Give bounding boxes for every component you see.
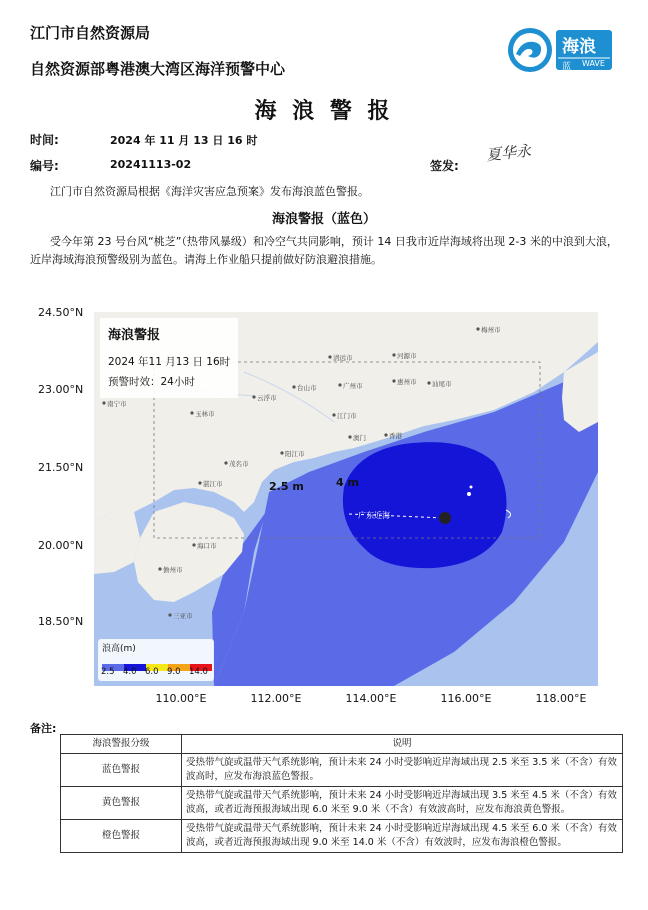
- city-dot: [338, 383, 341, 386]
- city-dot: [384, 433, 387, 436]
- desc-cell: 受热带气旋或温带天气系统影响，预计未来 24 小时受影响近岸海域出现 2.5 米至 3.5 米（不含）有效波高时，应发布海浪蓝色警报。: [182, 754, 623, 787]
- wave-label-2-5m: 2.5 m: [269, 480, 304, 493]
- table-row: [61, 787, 623, 820]
- y-tick-label: 18.50°N: [38, 615, 84, 628]
- table-row: [61, 820, 623, 853]
- number-value: 20241113-02: [110, 158, 192, 171]
- number-label: 编号:: [30, 159, 59, 173]
- notes-label: 备注:: [30, 722, 57, 735]
- logo-text: 海浪: [562, 37, 596, 57]
- city-label: 澳门: [353, 434, 366, 442]
- y-tick-label: 24.50°N: [38, 306, 84, 319]
- city-label: 清远市: [333, 354, 353, 362]
- city-label: 云浮市: [257, 394, 277, 402]
- city-dot: [280, 451, 283, 454]
- x-tick-label: 110.00°E: [155, 692, 207, 705]
- wave-label-4m: 4 m: [336, 476, 359, 489]
- city-label: 海口市: [197, 542, 217, 550]
- page-title: 海 浪 警 报: [254, 99, 394, 124]
- city-label: 惠州市: [397, 378, 417, 386]
- city-dot: [392, 353, 395, 356]
- city-label: 河源市: [397, 352, 417, 360]
- time-value: 2024 年 11 月 13 日 16 时: [110, 134, 258, 147]
- x-tick-label: 116.00°E: [440, 692, 492, 705]
- city-label: 三亚市: [173, 612, 193, 620]
- city-dot: [198, 481, 201, 484]
- city-dot: [332, 413, 335, 416]
- city-label: 茂名市: [229, 460, 249, 468]
- y-tick-label: 20.00°N: [38, 539, 84, 552]
- city-dot: [292, 385, 295, 388]
- region-label: 广东近海: [358, 511, 390, 520]
- city-dot: [158, 567, 161, 570]
- level-cell: 黄色警报: [61, 787, 182, 820]
- city-label: 玉林市: [195, 410, 215, 418]
- city-label: 阳江市: [285, 450, 305, 458]
- legend-value: 2.5: [101, 667, 115, 677]
- signature: 夏华永: [485, 141, 532, 165]
- table-row: [61, 754, 623, 787]
- header-level: 海浪警报分级: [61, 735, 182, 754]
- desc-cell: 受热带气旋或温带天气系统影响，预计未来 24 小时受影响近岸海域出现 3.5 米至 4.5 米（不含）有效波高，或者近海预报海域出现 6.0 米至 9.0 米（不含）有效波高时，应发布海浪黄色警报。: [182, 787, 623, 820]
- desc-cell: 受热带气旋或温带天气系统影响，预计未来 24 小时受影响近岸海域出现 4.5 米至 6.0 米（不含）有效波高，或者近海预报海域出现 9.0 米至 14.0 米（不含）有效波时，应发布海浪橙色警报。: [182, 820, 623, 853]
- city-dot: [252, 395, 255, 398]
- city-dot: [427, 381, 430, 384]
- city-dot: [328, 355, 331, 358]
- typhoon-center-icon: [439, 512, 451, 524]
- org-line-1: 江门市自然资源局: [30, 24, 151, 42]
- time-label: 时间:: [30, 133, 59, 147]
- info-title: 海浪警报: [108, 328, 161, 343]
- legend-value: 9.0: [167, 667, 181, 677]
- warning-levels-table: [60, 734, 623, 853]
- city-label: 江门市: [337, 412, 357, 420]
- warning-paragraph: 受今年第 23 号台风“桃芝”（热带风暴级）和冷空气共同影响，预计 14 日我市近岸海域将出现 2-3 米的中浪到大浪，近岸海域海浪预警级别为蓝色。请海上作业船只提前做好防浪避浪措施。: [30, 235, 618, 266]
- x-tick-label: 112.00°E: [250, 692, 302, 705]
- wave-zone-4m: [343, 442, 507, 568]
- city-dot: [102, 401, 105, 404]
- sign-label: 签发:: [430, 159, 459, 173]
- wave-logo: [506, 26, 614, 74]
- info-time: 2024 年11 月13 日 16时: [108, 356, 231, 368]
- y-tick-label: 23.00°N: [38, 383, 84, 396]
- legend-title: 浪高(m): [102, 644, 136, 654]
- org-line-2: 自然资源部粤港澳大湾区海洋预警中心: [30, 60, 286, 78]
- y-tick-label: 21.50°N: [38, 461, 84, 474]
- city-dot: [476, 327, 479, 330]
- legend-value: 4.0: [123, 667, 137, 677]
- legend-value: 6.0: [145, 667, 159, 677]
- city-dot: [392, 379, 395, 382]
- city-label: 香港: [389, 432, 402, 440]
- wave-legend: [98, 639, 214, 681]
- city-label: 汕尾市: [432, 380, 452, 388]
- logo-sub-en: WAVE: [582, 59, 605, 68]
- logo-sub-cn: 蓝: [562, 62, 572, 72]
- x-tick-label: 118.00°E: [535, 692, 587, 705]
- city-dot: [224, 461, 227, 464]
- info-valid: 预警时效：24小时: [108, 376, 195, 388]
- intro-text: 江门市自然资源局根据《海洋灾害应急预案》发布海浪蓝色警报。: [50, 185, 369, 198]
- info-box: [100, 318, 238, 398]
- warning-subtitle: 海浪警报（蓝色）: [271, 212, 376, 227]
- city-dot: [168, 613, 171, 616]
- level-cell: 橙色警报: [61, 820, 182, 853]
- legend-value: 14.0: [189, 667, 208, 677]
- city-label: 儋州市: [163, 566, 183, 574]
- city-dot: [348, 435, 351, 438]
- city-dot: [190, 411, 193, 414]
- x-tick-label: 114.00°E: [345, 692, 397, 705]
- table-header-row: [61, 735, 623, 754]
- header-desc: 说明: [182, 735, 623, 754]
- city-label: 南宁市: [107, 400, 127, 408]
- city-dot: [192, 543, 195, 546]
- wave-map: [94, 312, 598, 686]
- city-label: 台山市: [297, 384, 317, 392]
- city-label: 梅州市: [481, 326, 501, 334]
- level-cell: 蓝色警报: [61, 754, 182, 787]
- city-label: 湛江市: [203, 480, 223, 488]
- city-label: 广州市: [343, 382, 363, 390]
